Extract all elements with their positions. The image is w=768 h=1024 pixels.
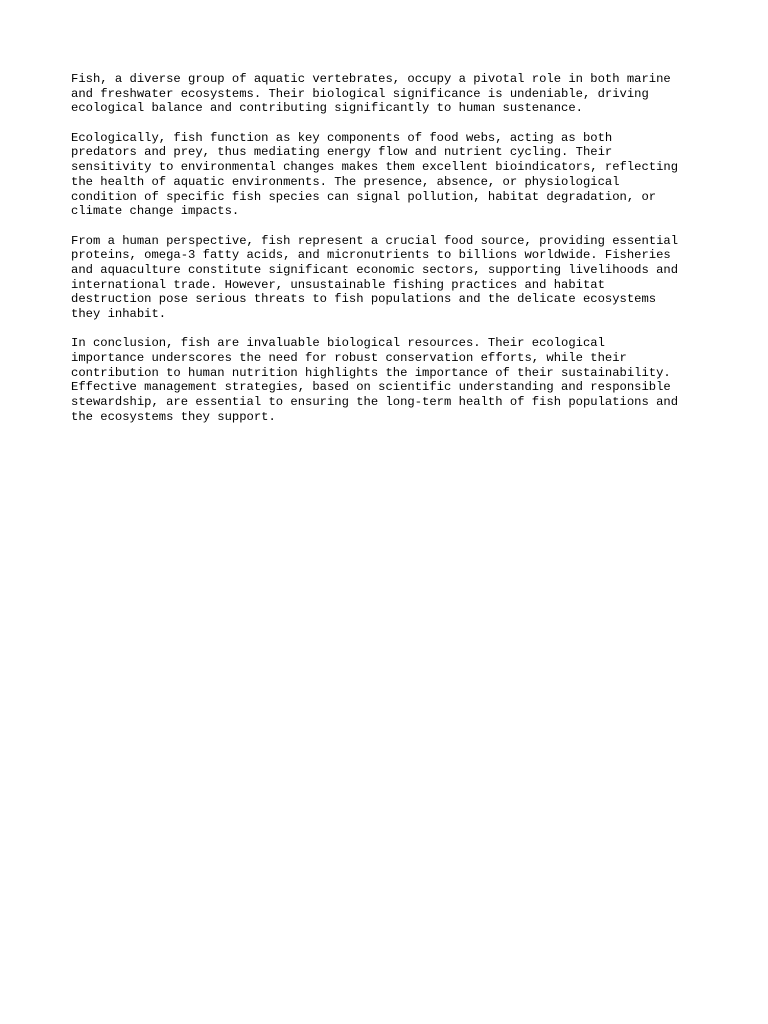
paragraph-introduction: Fish, a diverse group of aquatic vertebrates, occupy a pivotal role in both marine and freshwater ecosystems. Their biological significance is undeniable, driving ecological balance and contributing significantly to human sustenance. [71,72,671,116]
paragraph-human-perspective: From a human perspective, fish represent a crucial food source, providing essential proteins, omega-3 fatty acids, and micronutrients to billions worldwide. Fisheries and aquaculture constitute significant economic sectors, supporting livelihoods and international trade. However, unsustainable fishing practices and habitat destruction pose serious threats to fish populations and the delicate ecosystems they inhabit. [71,233,679,322]
paragraph-conclusion: In conclusion, fish are invaluable biological resources. Their ecological importance underscores the need for robust conservation efforts, while their contribution to human nutrition highlights the importance of their sustainability. Effective management strategies, based on scientific understanding and responsible stewardship, are essential to ensuring the long-term health of fish populations and the ecosystems they support. [71,336,679,424]
document-body [71,72,711,439]
paragraph-ecology: Ecologically, fish function as key components of food webs, acting as both predators and prey, thus mediating energy flow and nutrient cycling. Their sensitivity to environmental changes makes them excellent bioindicators, reflecting the health of aquatic environments. The presence, absence, or physiological condition of specific fish species can signal pollution, habitat degradation, or climate change impacts. [71,130,679,219]
